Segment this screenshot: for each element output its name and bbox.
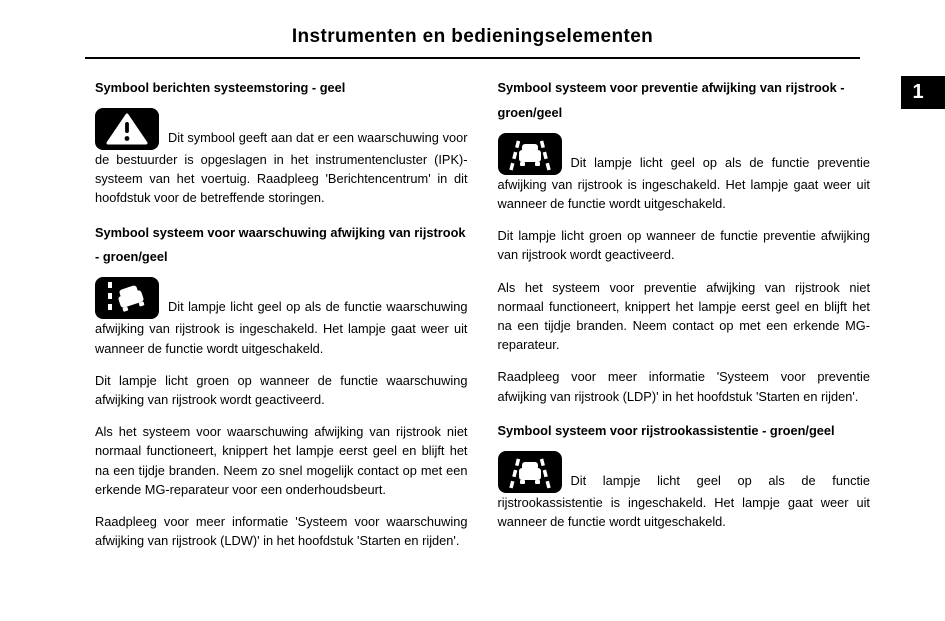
content-columns (0, 59, 945, 563)
paragraph (498, 451, 871, 531)
lane-keep-assist-icon (498, 451, 562, 493)
right-column (498, 76, 871, 563)
paragraph: Dit lampje licht groen op wanneer de functie waarschuwing afwijking van rijstrook wordt geactiveerd. (95, 372, 468, 407)
paragraph (95, 108, 468, 208)
lane-departure-prevention-icon (498, 133, 562, 175)
paragraph-text: Dit symbool geeft aan dat er een waarschuwing voor de bestuurder is opgeslagen in het instrumentencluster (IPK)-systeem van het voertuig. Raadpleeg 'Berichtencentrum' in dit hoofdstuk voor de betreffende storingen. (95, 129, 468, 206)
paragraph: Als het systeem voor waarschuwing afwijking van rijstrook niet normaal functioneert, knippert het lampje eerst geel en blijft het na een tijdje branden. Neem zo snel mogelijk contact op met een erkende MG-reparateur voor een onderhoudsbeurt. (95, 424, 468, 497)
paragraph-text: Dit lampje licht geel op als de functie rijstrookassistentie is ingeschakeld. Het lampje gaat weer uit wanneer de functie wordt uitgeschakeld. (497, 472, 870, 529)
chapter-tab-badge: 1 (901, 76, 945, 109)
lane-departure-warning-icon (95, 277, 159, 319)
page-title: Instrumenten en bedieningselementen (291, 26, 654, 47)
section-heading-system-fault: Symbool berichten systeemstoring - geel (95, 80, 346, 95)
paragraph-text: Dit lampje licht geel op als de functie waarschuwing afwijking van rijstrook is ingeschakeld. Het lampje gaat weer uit wanneer de functie wordt uitgeschakeld. (95, 299, 468, 356)
warning-triangle-icon (95, 108, 159, 150)
paragraph: Als het systeem voor preventie afwijking van rijstrook niet normaal functioneert, knippert het lampje eerst geel en blijft het na een tijdje branden. Neem contact op met een erkende MG-reparateur. (497, 279, 870, 353)
paragraph (498, 133, 871, 213)
left-column (95, 76, 468, 563)
section-heading-ldp: Symbool systeem voor preventie afwijking van rijstrook - groen/geel (497, 80, 845, 120)
paragraph: Raadpleeg voor meer informatie 'Systeem voor preventie afwijking van rijstrook (LDP)' in het hoofdstuk 'Starten en rijden'. (497, 369, 870, 404)
paragraph: Raadpleeg voor meer informatie 'Systeem voor waarschuwing afwijking van rijstrook (LDW)' in het hoofdstuk 'Starten en rijden'. (95, 513, 468, 549)
page-header (0, 0, 945, 59)
section-heading-ldw: Symbool systeem voor waarschuwing afwijking van rijstrook - groen/geel (95, 224, 466, 265)
paragraph (95, 277, 468, 357)
section-heading-lane-assist: Symbool systeem voor rijstrookassistentie - groen/geel (497, 422, 835, 438)
paragraph-text: Dit lampje licht geel op als de functie preventie afwijking van rijstrook is ingeschakeld. Het lampje gaat weer uit wanneer de functie wordt uitgeschakeld. (497, 154, 870, 212)
paragraph: Dit lampje licht groen op wanneer de functie preventie afwijking van rijstrook wordt geactiveerd. (497, 228, 870, 263)
